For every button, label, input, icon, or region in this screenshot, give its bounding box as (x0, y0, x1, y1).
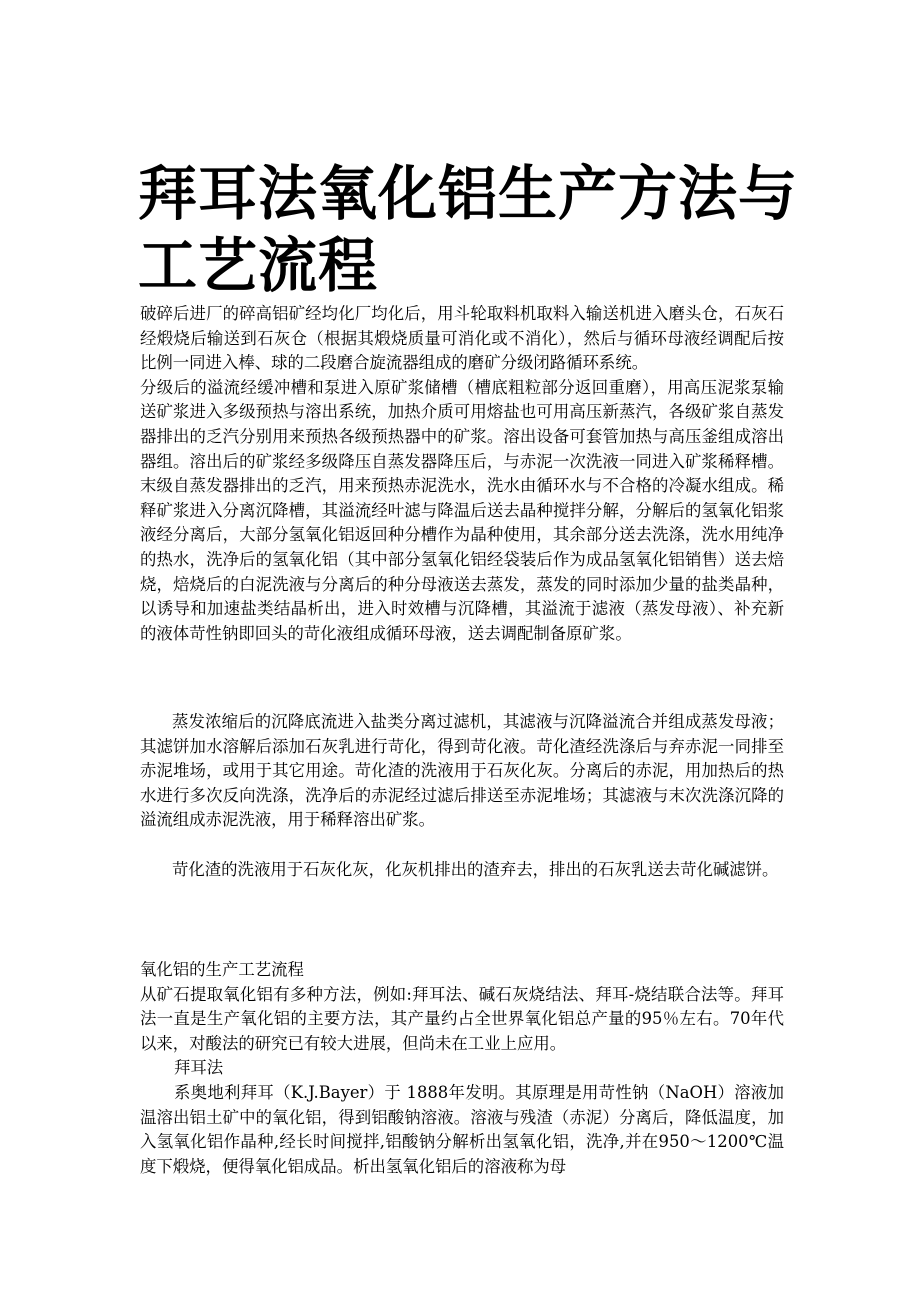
paragraph-causticization: 苛化渣的洗液用于石灰化灰，化灰机排出的渣弃去，排出的石灰乳送去苛化碱滤饼。 (172, 860, 779, 879)
paragraph-bayer-process: 系奥地利拜耳（K.J.Bayer）于 1888年发明。其原理是用苛性钠（NaOH）溶液加温溶出铝土矿中的氧化铝，得到铝酸钠溶液。溶液与残渣（赤泥）分离后，降低温度，加入氢氧化铝作晶种,经长时间搅拌,铝酸钠分解析出氢氧化铝，洗净,并在950～1200℃温度下煅烧，便得氧化铝成品。析出氢氧化铝后的溶液称为母 (140, 1082, 784, 1176)
document-title: 拜耳法氧化铝生产方法与工艺流程 (138, 159, 799, 300)
section-evaporation (140, 710, 784, 833)
section-process-description (140, 302, 784, 646)
section-alumina-process (140, 958, 784, 1179)
paragraph-classification: 分级后的溢流经缓冲槽和泵进入原矿浆储槽（槽底粗粒部分返回重磨），用高压泥浆泵输送矿浆进入多级预热与溶出系统，加热介质可用熔盐也可用高压新蒸汽，各级矿浆自蒸发器排出的乏汽分别用来预热各级预热器中的矿浆。溶出设备可套管加热与高压釜组成溶出器组。溶出后的矿浆经多级降压自蒸发器降压后，与赤泥一次洗液一同进入矿浆稀释槽。末级自蒸发器排出的乏汽，用来预热赤泥洗水，洗水由循环水与不合格的冷凝水组成。稀释矿浆进入分离沉降槽，其溢流经叶滤与降温后送去晶种搅拌分解，分解后的氢氧化铝浆液经分离后，大部分氢氧化铝返回种分槽作为晶种使用，其余部分送去洗涤，洗水用纯净的热水，洗净后的氢氧化铝（其中部分氢氧化铝经袋装后作为成品氢氧化铝销售）送去焙烧，焙烧后的白泥洗液与分离后的种分母液送去蒸发，蒸发的同时添加少量的盐类晶种，以诱导和加速盐类结晶析出，进入时效槽与沉降槽，其溢流于滤液（蒸发母液）、补充新的液体苛性钠即回头的苛化液组成循环母液，送去调配制备原矿浆。 (140, 377, 784, 643)
paragraph-evaporation: 蒸发浓缩后的沉降底流进入盐类分离过滤机，其滤液与沉降溢流合并组成蒸发母液；其滤饼加水溶解后添加石灰乳进行苛化，得到苛化液。苛化渣经洗涤后与弃赤泥一同排至赤泥堆场，或用于其它用途。苛化渣的洗液用于石灰化灰。分离后的赤泥，用加热后的热水进行多次反向洗涤，洗净后的赤泥经过滤后排送至赤泥堆场；其滤液与末次洗涤沉降的溢流组成赤泥洗液，用于稀释溶出矿浆。 (140, 712, 784, 830)
subheading-bayer: 拜耳法 (174, 1058, 224, 1078)
section-heading: 氧化铝的生产工艺流程 (140, 960, 304, 979)
paragraph-methods: 从矿石提取氧化铝有多种方法，例如:拜耳法、碱石灰烧结法、拜耳-烧结联合法等。拜耳法一直是生产氧化铝的主要方法，其产量约占全世界氧化铝总产量的95％左右。70年代以来，对酸法的研究已有较大进展，但尚未在工业上应用。 (140, 984, 784, 1053)
section-causticization (140, 858, 784, 883)
paragraph-crushing: 破碎后进厂的碎高铝矿经均化厂均化后，用斗轮取料机取料入输送机进入磨头仓，石灰石经煅烧后输送到石灰仓（根据其煅烧质量可消化或不消化），然后与循环母液经调配后按比例一同进入棒、球的二段磨合旋流器组成的磨矿分级闭路循环系统。 (140, 304, 784, 373)
